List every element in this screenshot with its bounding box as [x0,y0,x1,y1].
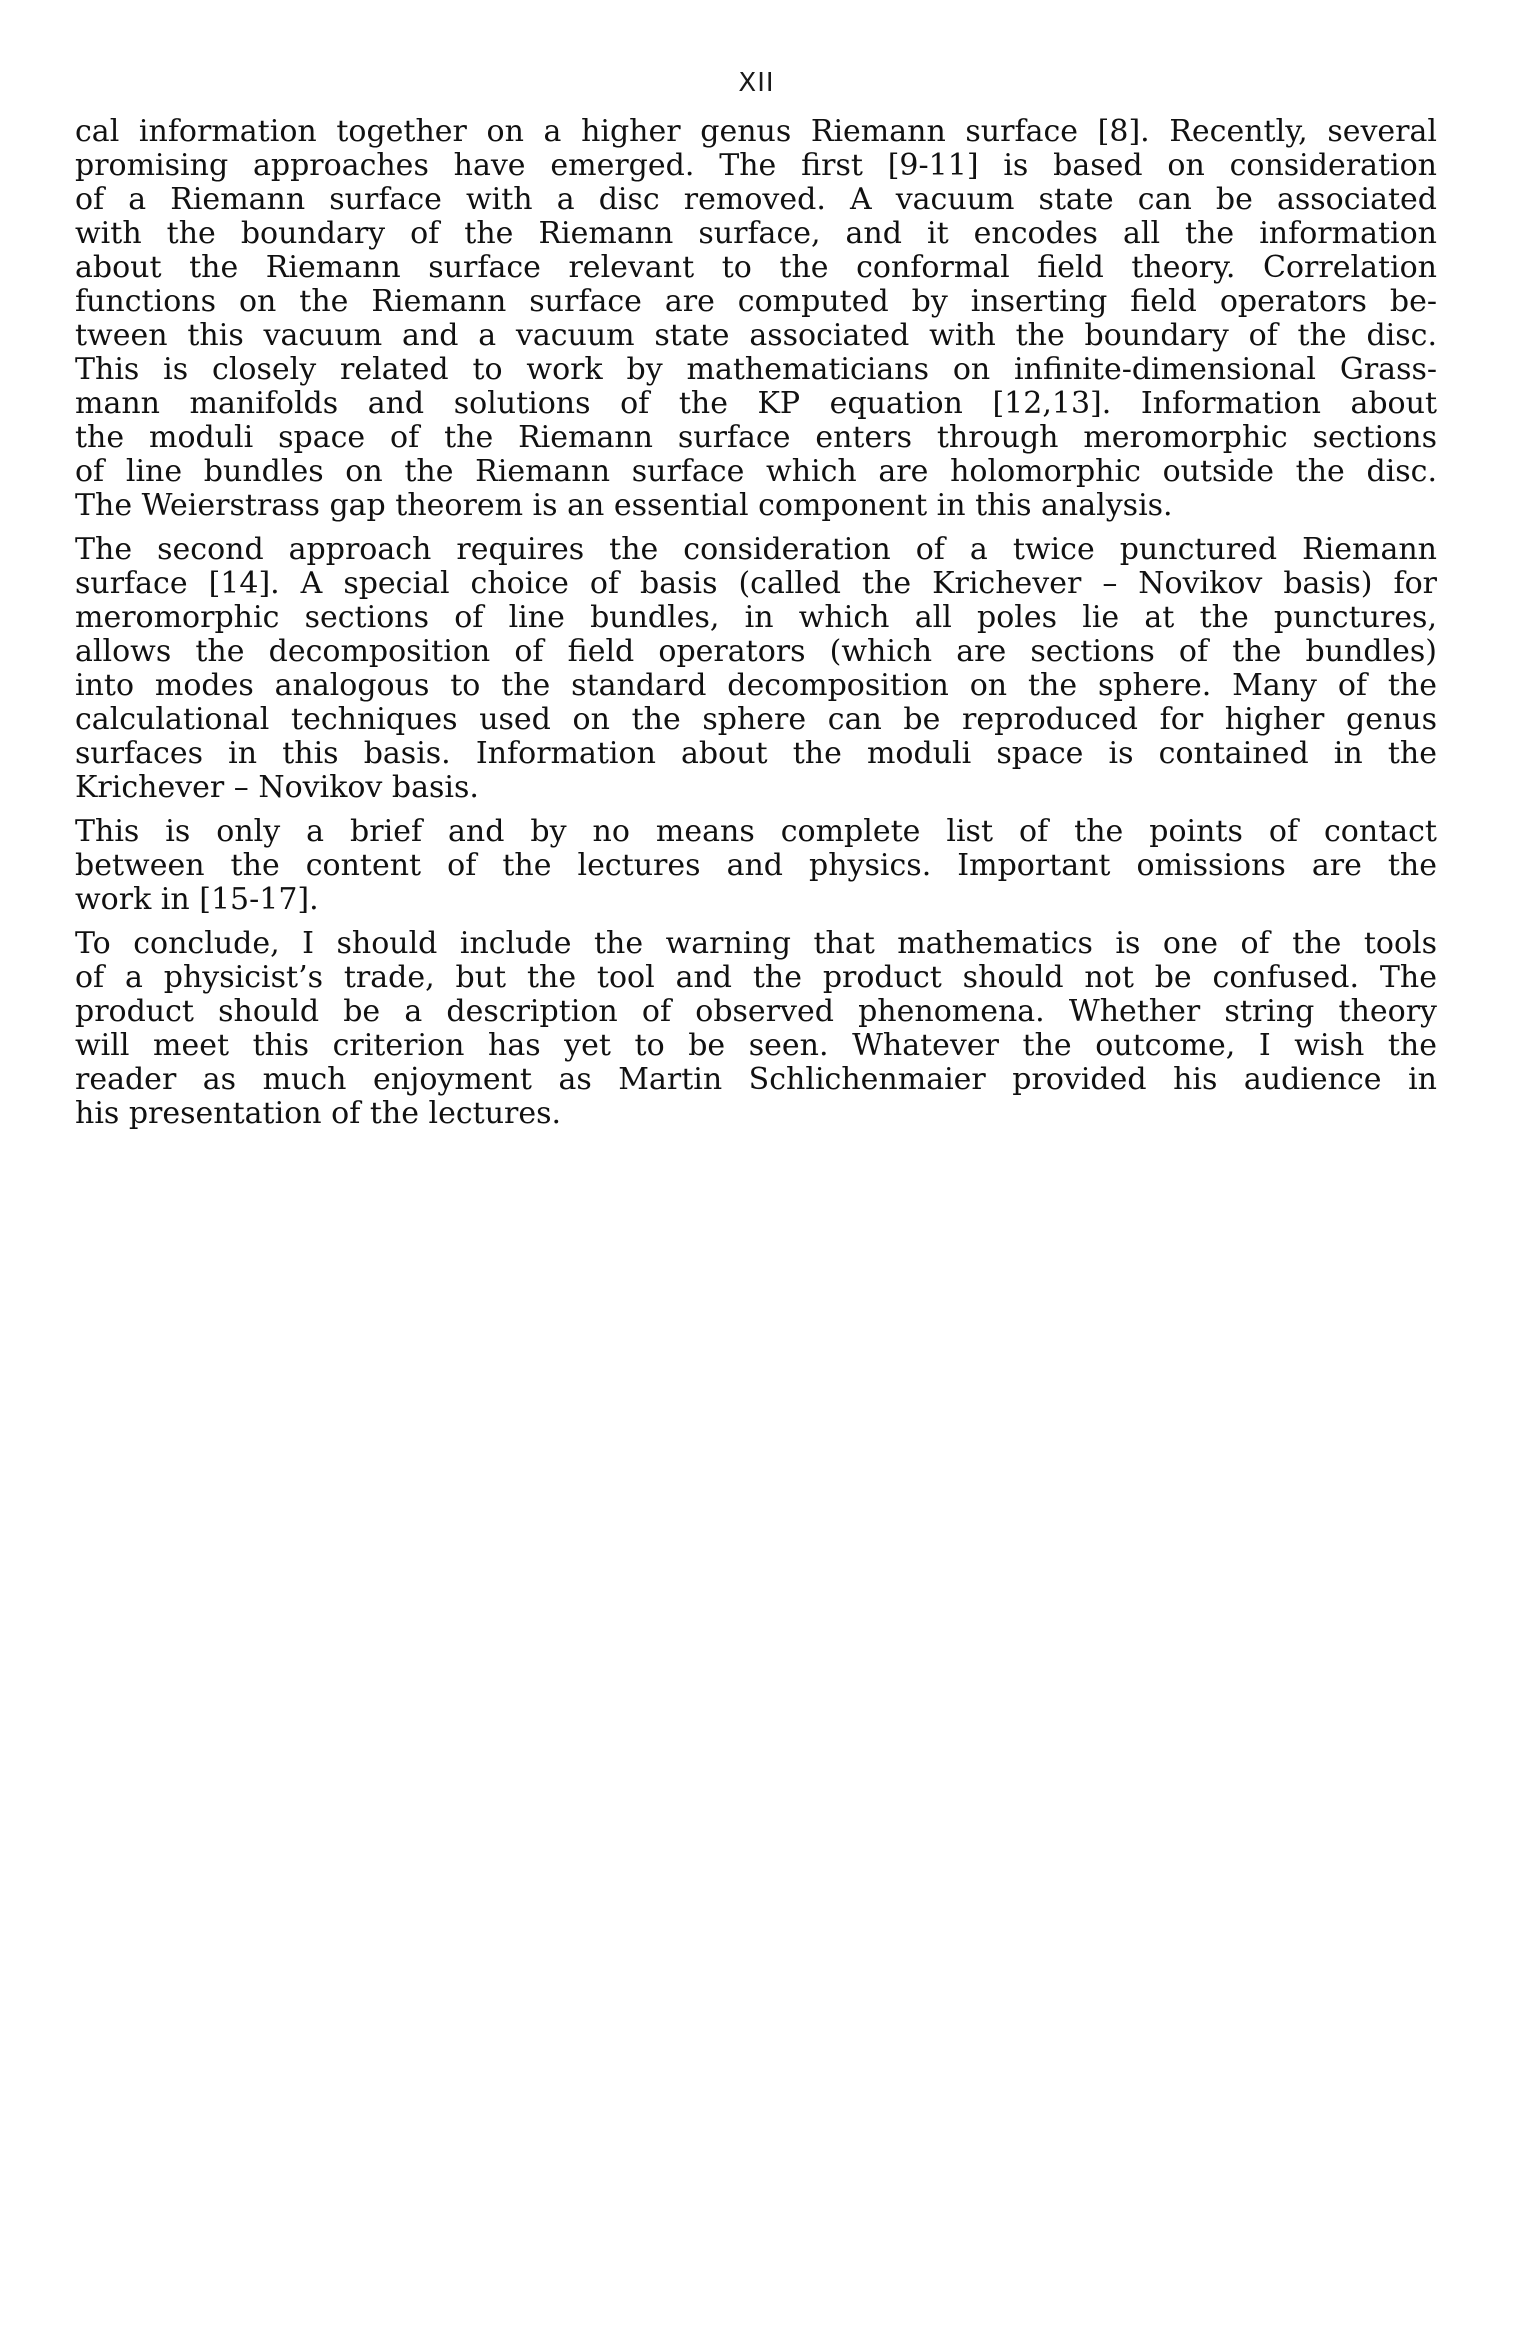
paragraph-2-line-3: meromorphic sections of line bundles, in which all poles lie at the punctures, [75,600,1437,635]
paragraph-2-line-6: calculational techniques used on the sphere can be reproduced for higher genus [75,702,1437,737]
paragraph-1-line-8: This is closely related to work by mathematicians on infinite-dimensional Grass- [75,352,1437,387]
paragraph-2-line-1: The second approach requires the consideration of a twice punctured Riemann [75,532,1437,567]
paragraph-1-line-5: about the Riemann surface relevant to the conformal field theory. Correlation [75,250,1437,285]
paragraph-2-line-5: into modes analogous to the standard decomposition on the sphere. Many of the [75,668,1437,703]
paragraph-4-line-4: will meet this criterion has yet to be seen. Whatever the outcome, I wish the [75,1028,1437,1063]
paragraph-4-line-3: product should be a description of observed phenomena. Whether string theory [75,994,1437,1029]
paragraph-4-line-2: of a physicist’s trade, but the tool and the product should not be confused. The [75,960,1437,995]
paragraph-3-line-1: This is only a brief and by no means complete list of the points of contact [75,814,1437,849]
paragraph-1-line-7: tween this vacuum and a vacuum state associated with the boundary of the disc. [75,318,1437,353]
paragraph-1-line-1: cal information together on a higher genus Riemann surface [8]. Recently, several [75,114,1437,149]
paragraph-3-line-3: work in [15-17]. [75,882,319,917]
paragraph-1-line-10: the moduli space of the Riemann surface enters through meromorphic sections [75,420,1437,455]
paragraph-4-line-1: To conclude, I should include the warning that mathematics is one of the tools [75,926,1437,961]
paragraph-1-line-12: The Weierstrass gap theorem is an essential component in this analysis. [75,488,1173,523]
paragraph-1-line-3: of a Riemann surface with a disc removed. A vacuum state can be associated [75,182,1437,217]
paragraph-1-line-6: functions on the Riemann surface are computed by inserting field operators be- [75,284,1437,319]
paragraph-2-line-4: allows the decomposition of field operators (which are sections of the bundles) [75,634,1437,669]
paragraph-1-line-9: mann manifolds and solutions of the KP equation [12,13]. Information about [75,386,1437,421]
paragraph-3-line-2: between the content of the lectures and physics. Important omissions are the [75,848,1437,883]
page-number: XII [738,68,775,98]
paragraph-2-line-2: surface [14]. A special choice of basis (called the Krichever – Novikov basis) for [75,566,1437,601]
paragraph-1-line-4: with the boundary of the Riemann surface, and it encodes all the information [75,216,1437,251]
paragraph-4-line-6: his presentation of the lectures. [75,1096,562,1131]
paragraph-2-line-7: surfaces in this basis. Information about the moduli space is contained in the [75,736,1437,771]
paragraph-1-line-11: of line bundles on the Riemann surface which are holomorphic outside the disc. [75,454,1437,489]
paragraph-2-line-8: Krichever – Novikov basis. [75,770,479,805]
paragraph-4-line-5: reader as much enjoyment as Martin Schlichenmaier provided his audience in [75,1062,1437,1097]
paragraph-1-line-2: promising approaches have emerged. The first [9-11] is based on consideration [75,148,1437,183]
